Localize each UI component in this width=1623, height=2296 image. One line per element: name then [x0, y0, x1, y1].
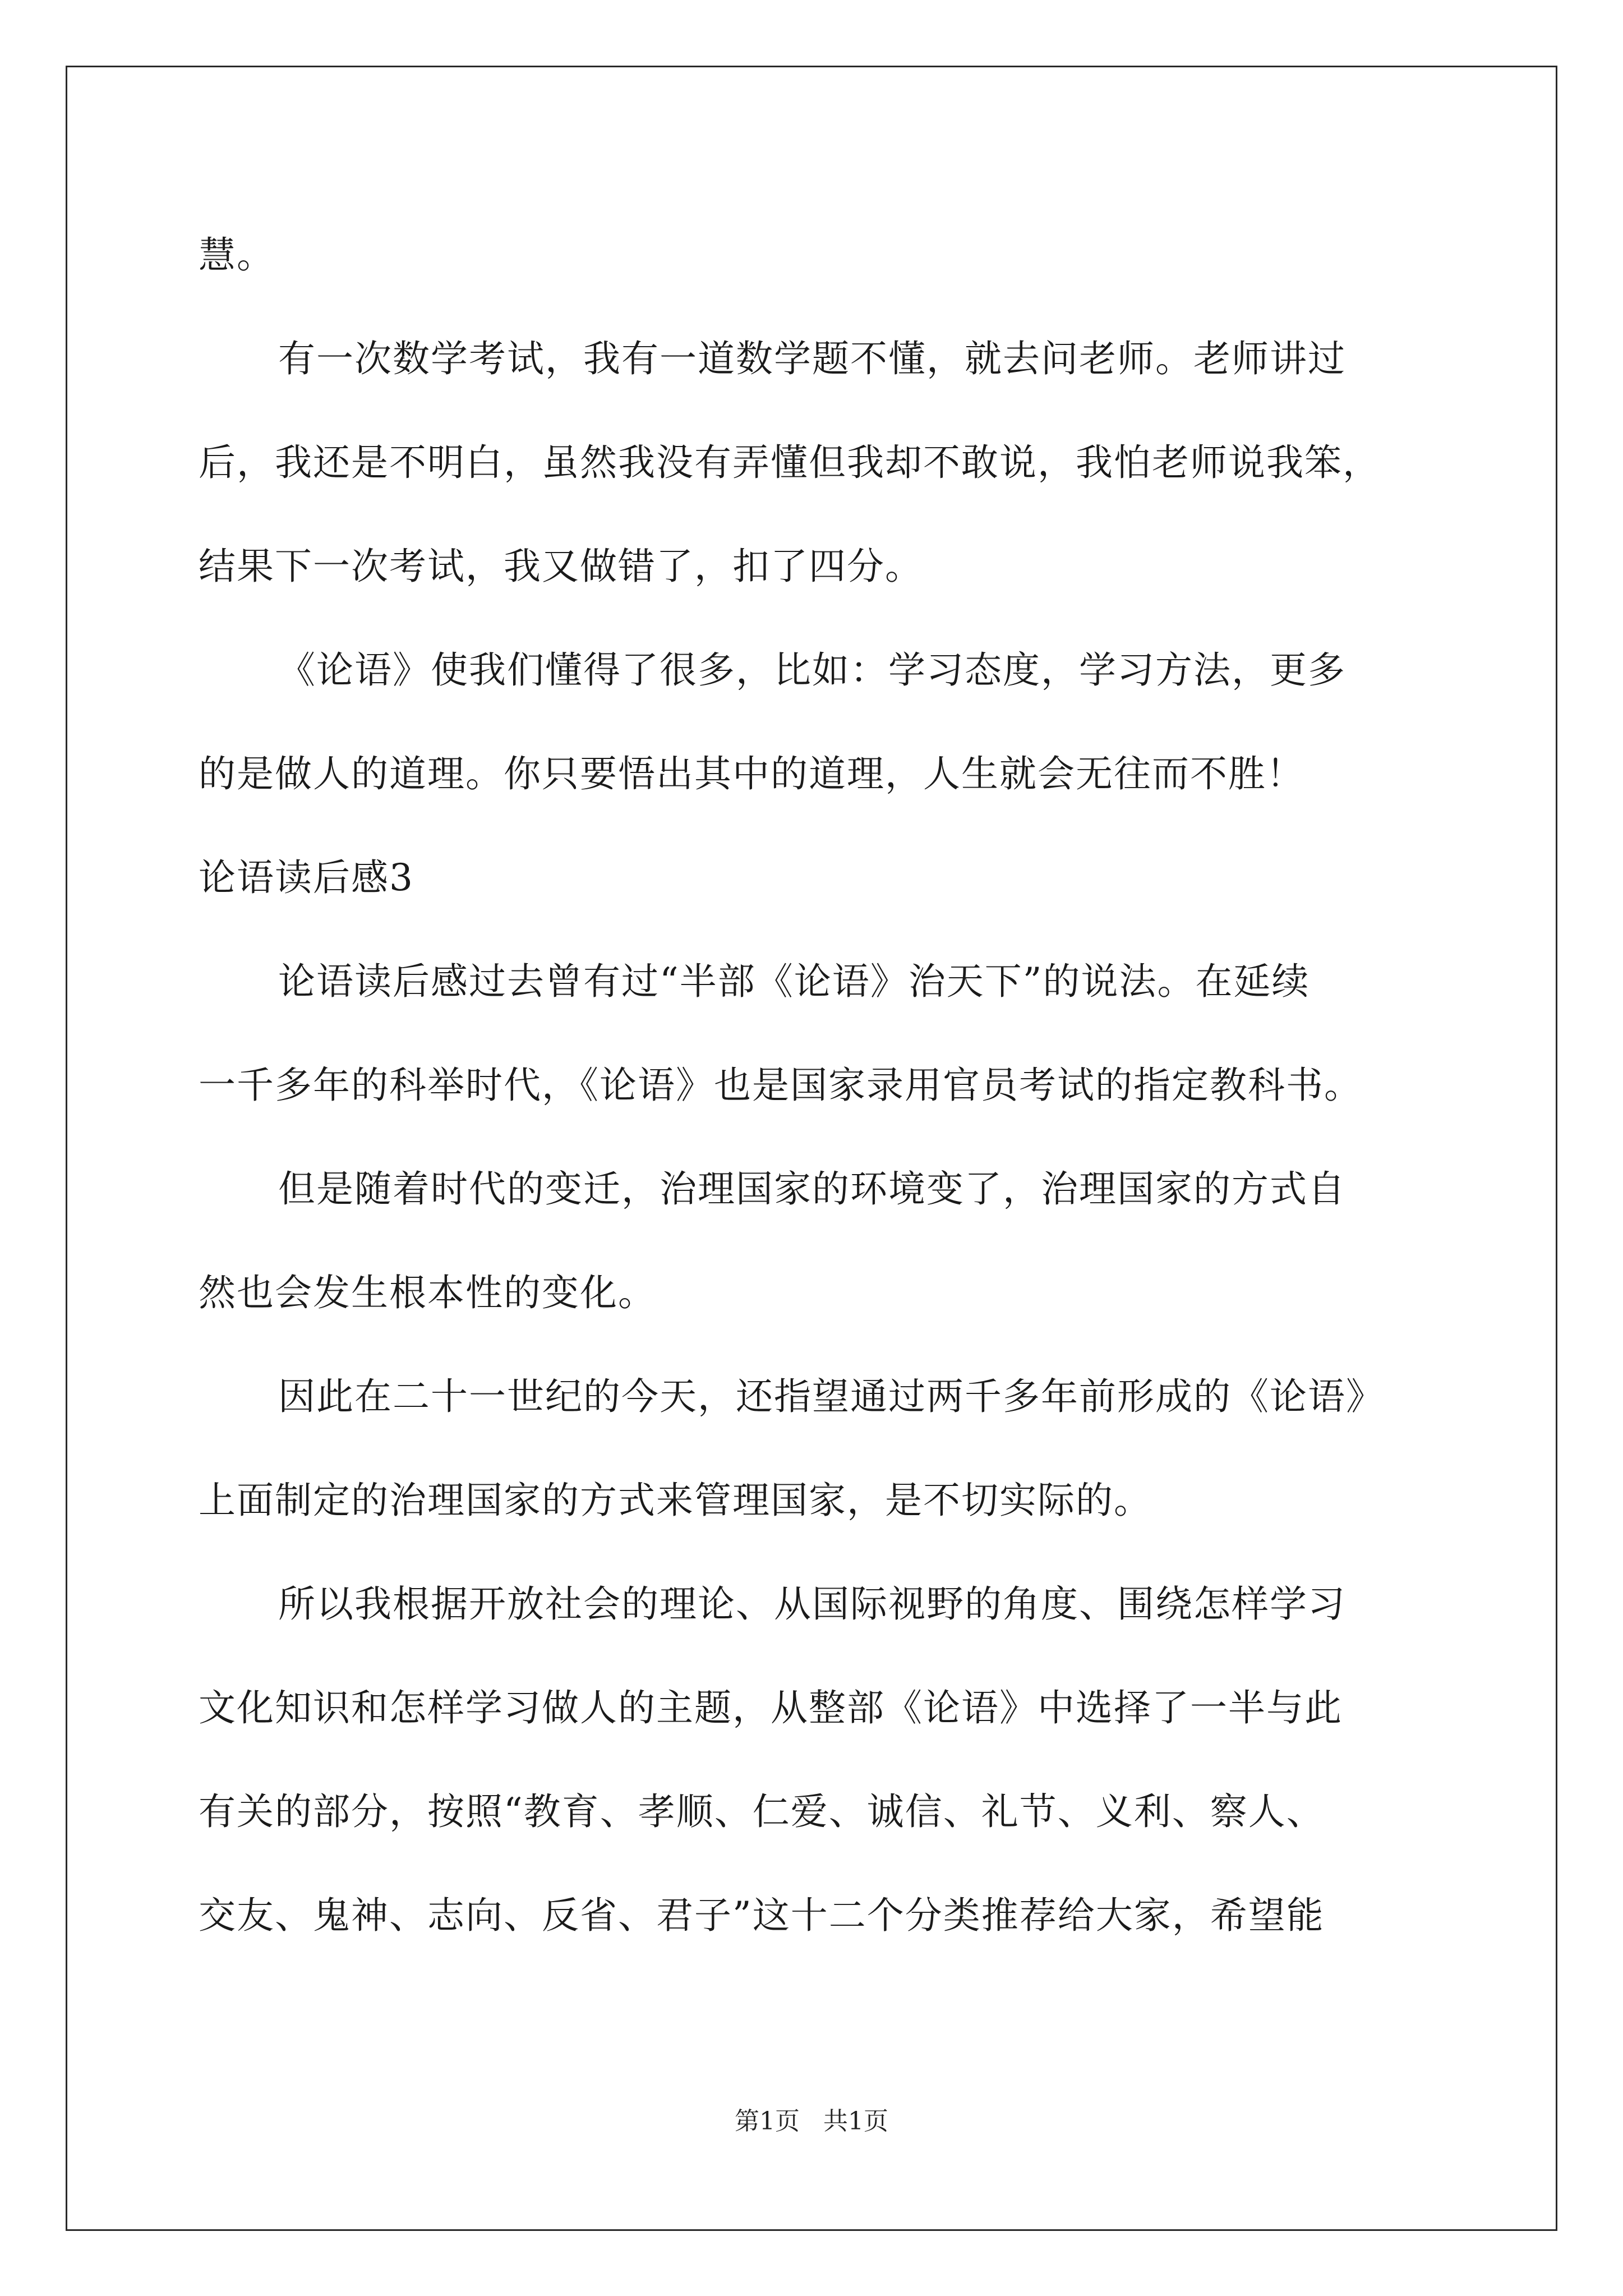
text-line: 交友、鬼神、志向、反省、君子”这十二个分类推荐给大家，希望能	[199, 1894, 1325, 1937]
section-heading: 论语读后感3	[199, 856, 414, 899]
paragraph-start-line: 有一次数学考试，我有一道数学题不懂，就去问老师。老师讲过	[278, 337, 1346, 380]
paragraph-start-line: 论语读后感过去曾有过“半部《论语》治天下”的说法。在延续	[278, 960, 1310, 1003]
text-line: 慧。	[199, 233, 275, 277]
document-body	[199, 222, 1432, 1986]
page-footer	[0, 2101, 1623, 2137]
paragraph-start-line: 因此在二十一世纪的今天，还指望通过两千多年前形成的《论语》	[278, 1375, 1384, 1418]
text-line: 然也会发生根本性的变化。	[199, 1271, 656, 1314]
paragraph-start-line: 《论语》使我们懂得了很多，比如：学习态度，学习方法，更多	[278, 648, 1346, 692]
text-line: 有关的部分，按照“教育、孝顺、仁爱、诚信、礼节、义利、察人、	[199, 1790, 1325, 1833]
text-line: 上面制定的治理国家的方式来管理国家，是不切实际的。	[199, 1479, 1152, 1522]
text-line: 后，我还是不明白，虽然我没有弄懂但我却不敢说，我怕老师说我笨，	[199, 441, 1381, 484]
text-line: 一千多年的科举时代，《论语》也是国家录用官员考试的指定教科书。	[199, 1064, 1362, 1107]
text-line: 的是做人的道理。你只要悟出其中的道理，人生就会无往而不胜！	[199, 752, 1304, 795]
page-total: 共1页	[823, 2107, 888, 2136]
paragraph-start-line: 所以我根据开放社会的理论、从国际视野的角度、围绕怎样学习	[278, 1582, 1346, 1626]
page-number: 第1页	[735, 2107, 800, 2136]
text-line: 结果下一次考试，我又做错了，扣了四分。	[199, 545, 923, 588]
paragraph-start-line: 但是随着时代的变迁，治理国家的环境变了，治理国家的方式自	[278, 1167, 1346, 1211]
text-line: 文化知识和怎样学习做人的主题，从整部《论语》中选择了一半与此	[199, 1686, 1343, 1729]
